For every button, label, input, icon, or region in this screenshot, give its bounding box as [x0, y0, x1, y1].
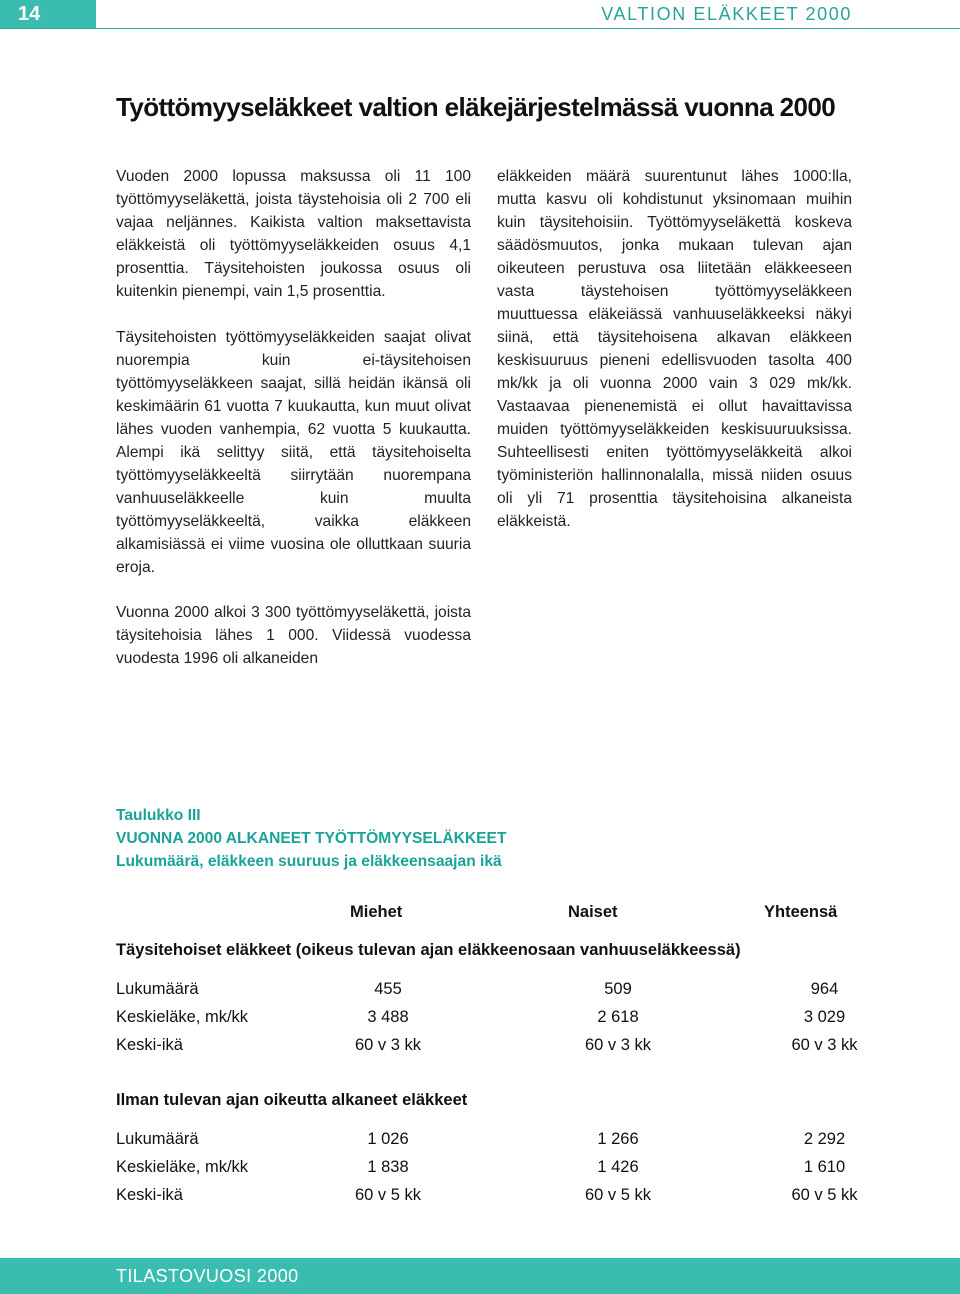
cell-naiset: 60 v 3 kk	[584, 1036, 652, 1054]
cell-miehet: 60 v 3 kk	[354, 1036, 422, 1054]
row-label: Keski-ikä	[116, 1036, 183, 1054]
cell-miehet: 3 488	[367, 1008, 409, 1026]
section-title-other: Ilman tulevan ajan oikeutta alkaneet eläkkeet	[116, 1091, 468, 1109]
cell-naiset: 1 266	[597, 1130, 639, 1148]
table-row	[0, 1008, 960, 1032]
cell-miehet: 60 v 5 kk	[354, 1186, 422, 1204]
footer-text: TILASTOVUOSI 2000	[116, 1266, 299, 1286]
cell-yhteensa: 60 v 5 kk	[791, 1186, 858, 1204]
footer-bar	[0, 1258, 960, 1294]
page-title: Työttömyyseläkkeet valtion eläkejärjestelmässä vuonna 2000	[116, 92, 836, 122]
header-bar	[0, 0, 960, 29]
cell-miehet: 1 026	[367, 1130, 409, 1148]
section-title-full: Täysitehoiset eläkkeet (oikeus tulevan ajan eläkkeenosaan vanhuuseläkkeessä)	[116, 941, 741, 959]
page-number: 14	[0, 0, 96, 28]
cell-naiset: 1 426	[597, 1158, 639, 1176]
row-label: Keski-ikä	[116, 1186, 183, 1204]
table-row	[0, 1158, 960, 1182]
cell-yhteensa: 964	[810, 980, 839, 998]
cell-yhteensa: 3 029	[803, 1008, 846, 1026]
cell-yhteensa: 2 292	[803, 1130, 846, 1148]
row-label: Lukumäärä	[116, 1130, 199, 1148]
table-row	[0, 1186, 960, 1210]
row-label: Keskieläke, mk/kk	[116, 1008, 249, 1026]
table-row	[0, 980, 960, 1004]
right-column	[497, 165, 852, 533]
column-header-yhteensa: Yhteensä	[764, 903, 838, 921]
paragraph: eläkkeiden määrä suurentunut lähes 1000:lla, mutta kasvu oli kohdistunut yksinomaan muihin kuin täysitehoisiin. Työttömyyseläkettä koskeva säädösmuutos, jonka mukaan tulevan ajan oikeuteen perustuva osa liitetään eläkkeeseen vasta täystehoisen työttömyyseläkkeen muuttuessa eläkeiässä vanhuuseläkkeeksi näkyi siinä, että täysitehoisena alkavan eläkkeen keskisuuruus pieneni edellisvuoden tasolta 400 mk/kk ja oli vuonna 2000 vain 3 029 mk/kk. Vastaavaa pienenemistä ei ollut havaittavissa muiden työttömyyseläkkeiden keskisuuruuksissa. Suhteellisesti eniten työttömyyseläkkeitä alkoi työministeriön hallinnonalalla, missä niiden osuus oli yli 71 prosenttia täysitehoisina alkaneista eläkkeistä.	[497, 168, 852, 530]
cell-naiset: 60 v 5 kk	[584, 1186, 652, 1204]
table-label: Taulukko III	[116, 807, 201, 824]
table-title: VUONNA 2000 ALKANEET TYÖTTÖMYYSELÄKKEET	[116, 830, 507, 847]
table-row	[0, 1036, 960, 1060]
row-label: Lukumäärä	[116, 980, 199, 998]
cell-naiset: 2 618	[597, 1008, 639, 1026]
cell-yhteensa: 1 610	[803, 1158, 846, 1176]
cell-yhteensa: 60 v 3 kk	[791, 1036, 858, 1054]
paragraph: Vuonna 2000 alkoi 3 300 työttömyyseläkettä, joista täysitehoisia lähes 1 000. Viidessä vuodessa vuodesta 1996 oli alkaneiden	[116, 604, 471, 667]
running-head: VALTION ELÄKKEET 2000	[601, 4, 852, 24]
cell-miehet: 455	[374, 980, 402, 998]
table-heading	[116, 804, 506, 873]
column-header-miehet: Miehet	[350, 903, 403, 921]
table-subtitle: Lukumäärä, eläkkeen suuruus ja eläkkeensaajan ikä	[116, 853, 502, 870]
left-column	[116, 165, 471, 670]
column-header-naiset: Naiset	[568, 903, 618, 921]
table-row	[0, 1130, 960, 1154]
paragraph: Täysitehoisten työttömyyseläkkeiden saajat olivat nuorempia kuin ei-täysitehoisen työttömyyseläkkeen saajat, sillä heidän ikänsä oli keskimäärin 61 vuotta 7 kuukautta, kun muut olivat lähes vuoden vanhempia, 62 vuotta 5 kuukautta. Alempi ikä selittyy siitä, että täysitehoiselta työttömyyseläkkeeltä siirrytään nuorempana vanhuuseläkkeelle kuin muulta työttömyyseläkkeeltä, vaikka eläkkeen alkamisiässä ei viime vuosina ole olluttkaan suuria eroja.	[116, 329, 471, 576]
row-label: Keskieläke, mk/kk	[116, 1158, 249, 1176]
cell-miehet: 1 838	[367, 1158, 409, 1176]
paragraph: Vuoden 2000 lopussa maksussa oli 11 100 työttömyyseläkettä, joista täystehoisia oli 2 700 eli vajaa neljännes. Kaikista valtion maksettavista eläkkeistä oli työttömyyseläkkeiden osuus 4,1 prosenttia. Täysitehoisten joukossa osuus oli kuitenkin pienempi, vain 1,5 prosenttia.	[116, 168, 471, 300]
cell-naiset: 509	[604, 980, 632, 998]
